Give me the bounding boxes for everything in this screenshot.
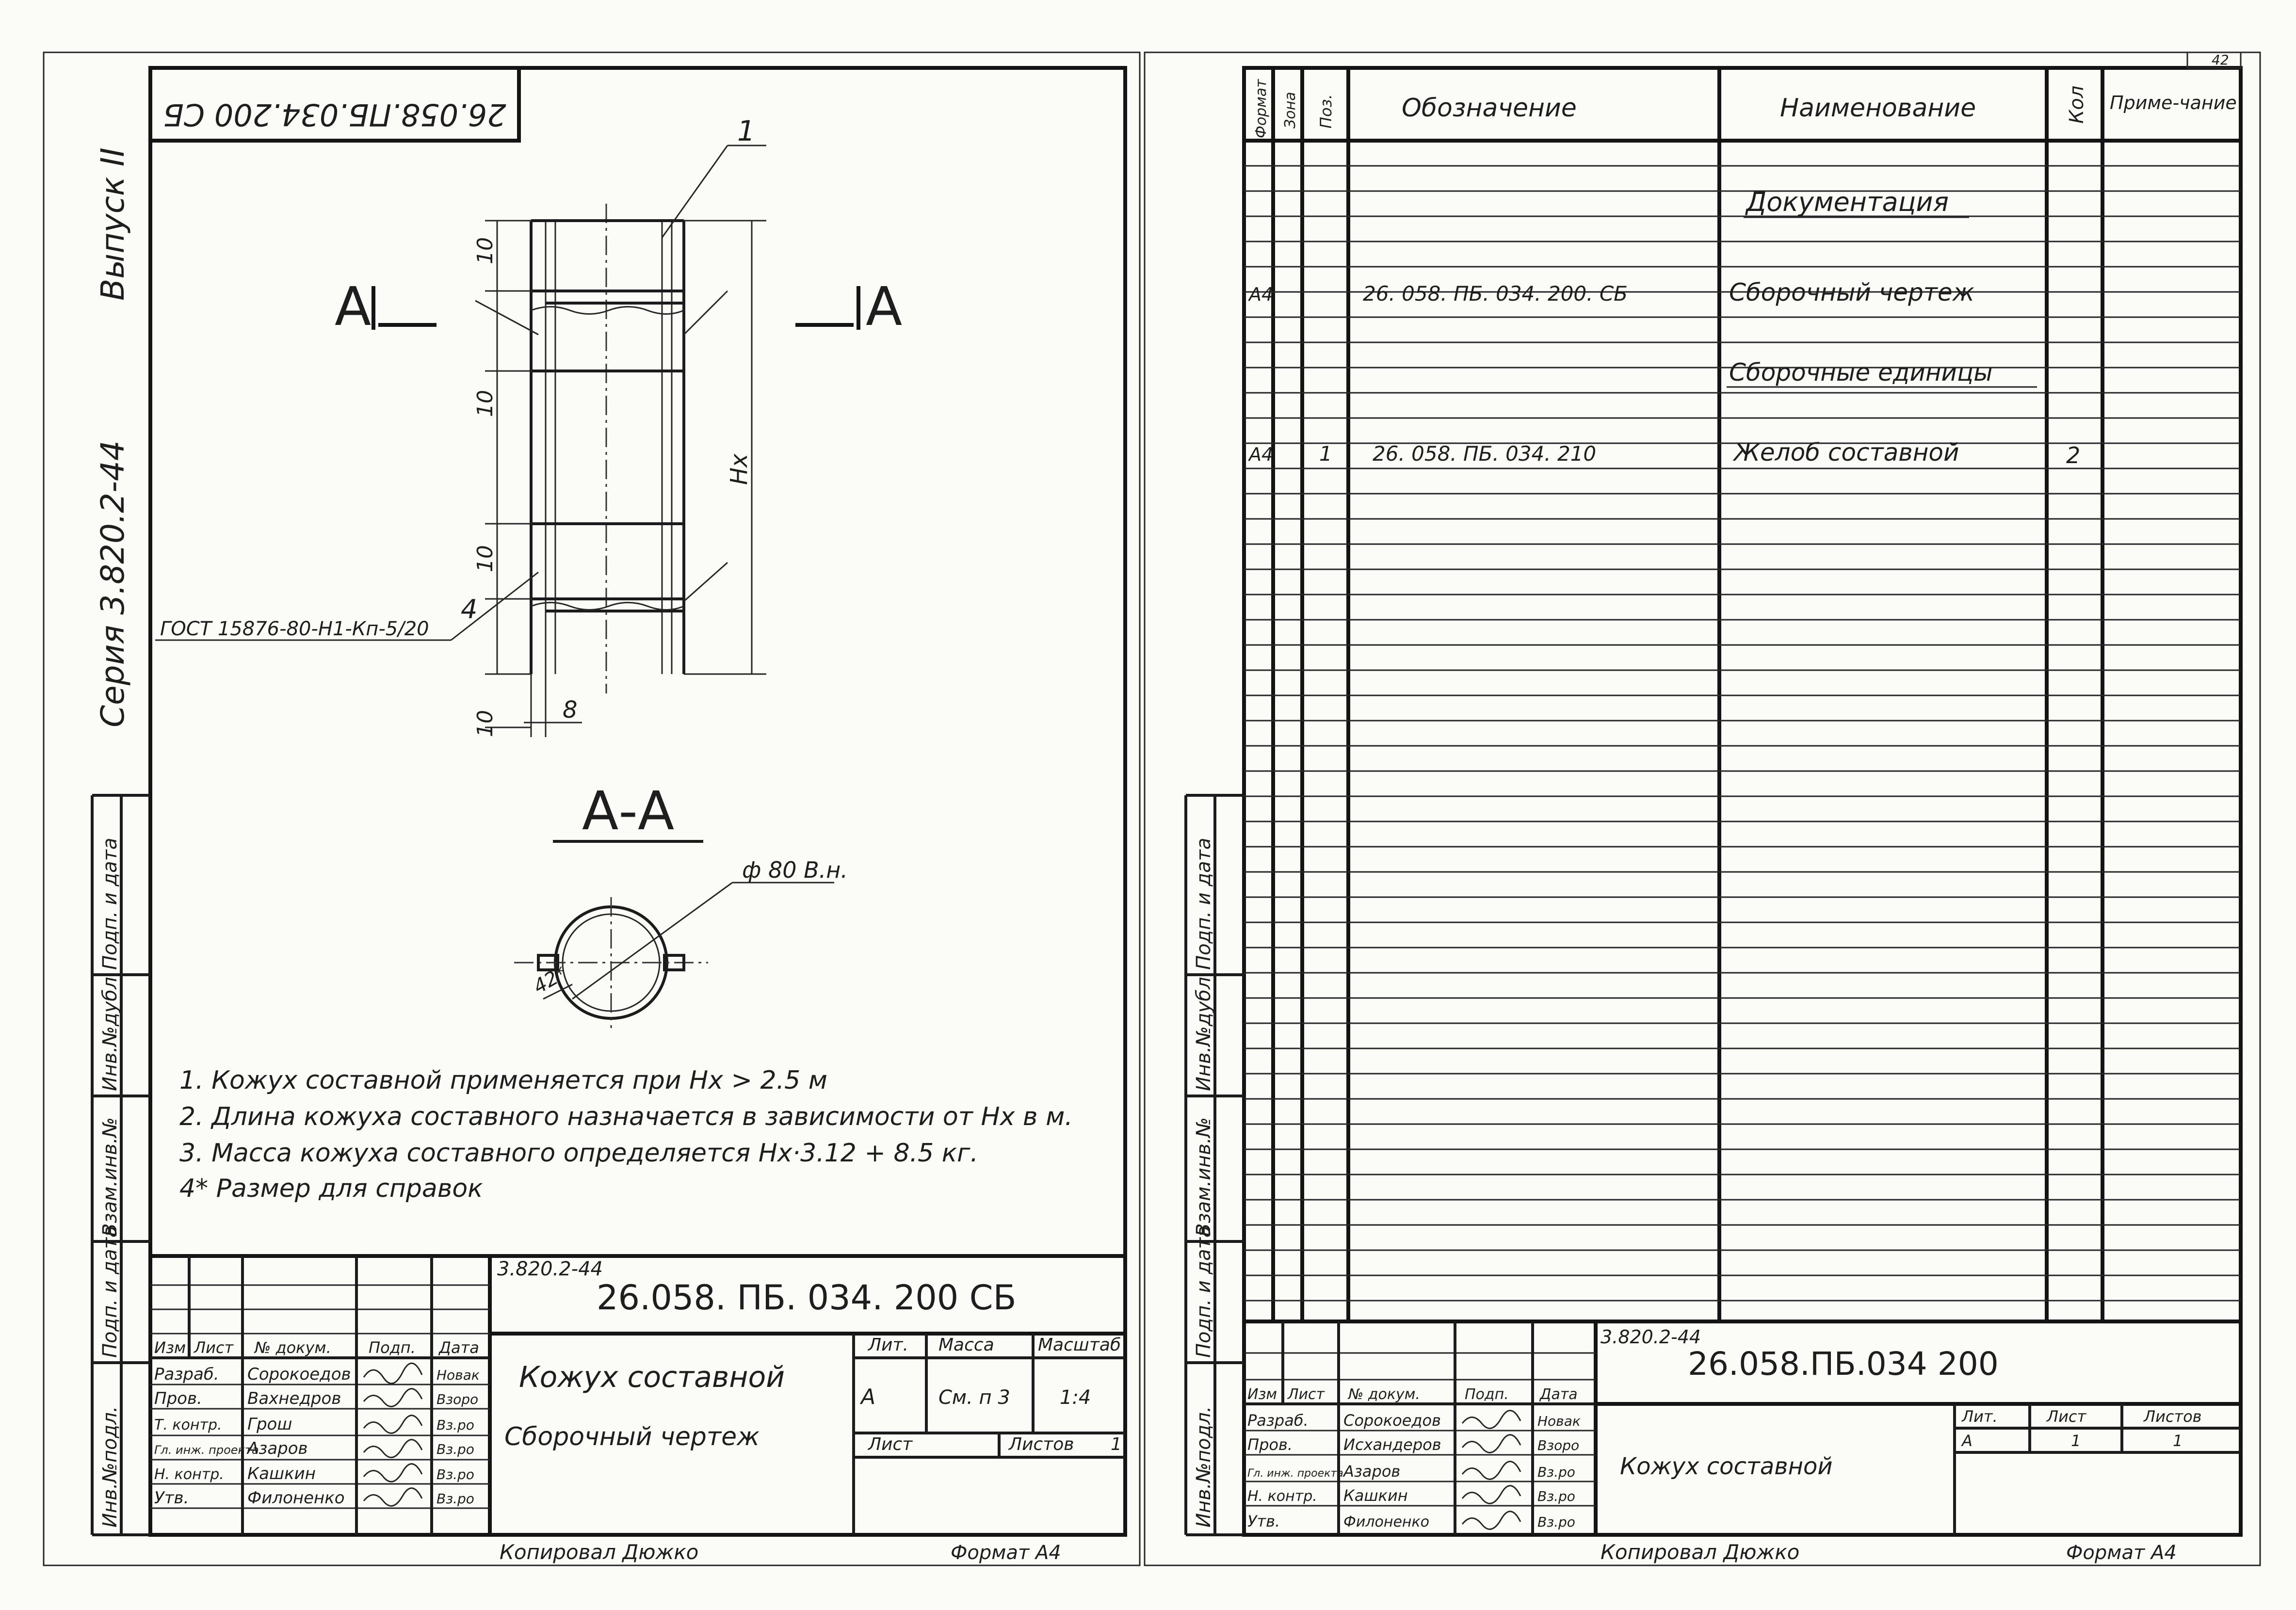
left-doc-type: Сборочный чертеж	[504, 1422, 760, 1451]
diameter-label: ф 80 В.н.	[742, 857, 848, 883]
right-footer-format: Формат А4	[2066, 1542, 2177, 1564]
scale-header: Масштаб	[1038, 1335, 1121, 1355]
r-role-4: Утв.	[1247, 1512, 1280, 1530]
header-note: Приме-чание	[2110, 92, 2237, 113]
left-series-code: 3.820.2-44	[497, 1258, 603, 1280]
section-mark-right: А	[866, 275, 903, 338]
lit-header: Лит.	[868, 1335, 908, 1355]
header-pos: Поз.	[1317, 94, 1335, 129]
r-sign-date-0: Новак	[1537, 1413, 1581, 1429]
r-role-3: Н. контр.	[1247, 1488, 1317, 1505]
shroud-elevation	[155, 145, 858, 737]
r-sheets-header: Листов	[2144, 1407, 2202, 1426]
right-sheet-trim	[1145, 52, 2260, 1565]
right-footer-copied: Копировал Дюжко	[1601, 1540, 1800, 1564]
mass-value: См. п 3	[938, 1386, 1010, 1409]
spec-row-7-qty: 2	[2066, 442, 2081, 468]
left-footer-format: Формат А4	[951, 1542, 1061, 1564]
r-rev-header-0: Изм	[1247, 1386, 1277, 1403]
r-role-2: Гл. инж. проекта	[1247, 1467, 1343, 1480]
role-2: Т. контр.	[154, 1417, 222, 1433]
r-role-0: Разраб.	[1247, 1411, 1309, 1430]
mass-header: Масса	[938, 1335, 994, 1355]
r-lit-header: Лит.	[1962, 1407, 1998, 1426]
sign-date-4: Вз.ро	[437, 1466, 474, 1482]
left-side-label-4: Подп. и дата	[99, 837, 121, 970]
header-format: Формат	[1253, 79, 1270, 138]
r-sheet-value: 1	[2071, 1432, 2081, 1450]
right-side-label-1: Подп. и дата	[1193, 1225, 1215, 1358]
sheets-label: Листов	[1009, 1434, 1074, 1454]
sheet-label: Лист	[868, 1434, 913, 1454]
r-signer-0: Сорокоедов	[1343, 1411, 1441, 1430]
dim-10-middle: 10	[473, 390, 498, 417]
lit-value: А	[861, 1385, 876, 1409]
r-rev-header-3: Подп.	[1465, 1386, 1509, 1403]
rotated-code: 26.058.ПБ.034.200 СБ	[163, 97, 506, 132]
rev-header-1: Лист	[194, 1338, 234, 1357]
label-position-4: 4	[461, 594, 478, 625]
left-sheet	[44, 52, 1140, 1565]
dim-10-lower: 10	[473, 545, 498, 572]
sign-date-2: Вз.ро	[437, 1417, 474, 1433]
right-side-label-4: Подп. и дата	[1193, 837, 1215, 970]
r-signer-3: Кашкин	[1343, 1486, 1408, 1505]
header-qty: Кол	[2066, 85, 2088, 124]
spec-row-3-name: Сборочный чертеж	[1729, 278, 1974, 306]
sheets-value: 1	[1111, 1434, 1122, 1454]
r-signer-2: Азаров	[1343, 1462, 1401, 1481]
corner-number: 42	[2212, 52, 2229, 68]
right-side-label-2: Взам.инв.№	[1193, 1117, 1215, 1237]
r-rev-header-1: Лист	[1288, 1386, 1325, 1403]
dim-hx: Нх	[726, 453, 753, 485]
left-doc-code: 26.058. ПБ. 034. 200 СБ	[597, 1278, 1017, 1318]
right-doc-code: 26.058.ПБ.034 200	[1688, 1345, 1999, 1383]
left-footer-copied: Копировал Дюжко	[500, 1540, 699, 1564]
role-5: Утв.	[154, 1488, 189, 1508]
sign-date-1: Взоро	[437, 1391, 479, 1407]
r-signer-4: Филоненко	[1343, 1513, 1430, 1530]
r-signer-1: Исхандеров	[1343, 1435, 1441, 1454]
r-sign-date-1: Взоро	[1537, 1437, 1580, 1453]
gost-label: ГОСТ 15876-80-Н1-Кп-5/20	[160, 618, 429, 640]
note-2: 2. Длина кожуха составного назначается в зависимости от Нх в м.	[179, 1102, 1073, 1131]
sign-date-3: Вз.ро	[437, 1441, 474, 1457]
rev-header-2: № докум.	[255, 1338, 331, 1357]
spec-row-7-name: Желоб составной	[1734, 438, 1959, 467]
spec-row-5	[1727, 358, 2037, 387]
sign-date-0: Новак	[437, 1367, 480, 1383]
right-series-code: 3.820.2-44	[1601, 1326, 1701, 1348]
spec-row-7-pos: 1	[1319, 442, 1332, 466]
spec-row-5-name: Сборочные единицы	[1729, 358, 1993, 386]
spec-row-7-designation: 26. 058. ПБ. 034. 210	[1373, 442, 1597, 466]
dim-10-top: 10	[473, 237, 498, 264]
spec-row-3-format: А4	[1249, 284, 1274, 305]
left-side-label-1: Подп. и дата	[99, 1225, 121, 1358]
right-sheet	[1145, 52, 2260, 1565]
r-rev-header-2: № докум.	[1348, 1386, 1420, 1403]
dim-42: 42*	[530, 962, 571, 998]
r-role-1: Пров.	[1247, 1435, 1293, 1454]
signer-2: Грош	[247, 1415, 292, 1434]
role-4: Н. контр.	[154, 1466, 224, 1483]
section-title: А-А	[582, 780, 675, 842]
spec-row-lines	[1244, 166, 2241, 1301]
r-lit-value: А	[1962, 1432, 1973, 1450]
spec-row-7-format: А4	[1249, 444, 1274, 465]
right-side-label-0: Инв.№подл.	[1193, 1406, 1215, 1528]
r-sign-date-4: Вз.ро	[1537, 1514, 1575, 1530]
header-zone: Зона	[1282, 92, 1299, 129]
signer-1: Вахнедров	[247, 1389, 341, 1408]
section-aa-drawing	[514, 883, 834, 1028]
left-item-name: Кожух составной	[519, 1360, 785, 1394]
note-4: 4* Размер для справок	[179, 1174, 483, 1203]
signer-0: Сорокоедов	[247, 1365, 351, 1384]
signer-3: Азаров	[247, 1439, 308, 1458]
left-side-label-2: Взам.инв.№	[99, 1117, 121, 1237]
scale-value: 1:4	[1060, 1386, 1091, 1409]
signer-5: Филоненко	[247, 1488, 345, 1508]
rev-header-0: Изм	[154, 1338, 186, 1357]
spec-row-1	[1744, 187, 1969, 217]
rev-header-4: Дата	[439, 1338, 479, 1357]
right-item-name: Кожух составной	[1620, 1453, 1833, 1480]
note-3: 3. Масса кожуха составного определяется Нх·3.12 + 8.5 кг.	[179, 1139, 978, 1168]
left-issue-label: Выпуск II	[94, 147, 131, 301]
spec-row-1-name: Документация	[1746, 187, 1949, 217]
right-side-label-3: Инв.№дубл.	[1193, 970, 1215, 1091]
role-1: Пров.	[154, 1389, 202, 1408]
label-position-1: 1	[737, 114, 755, 147]
r-sign-date-2: Вз.ро	[1537, 1464, 1575, 1480]
r-rev-header-4: Дата	[1540, 1386, 1578, 1403]
r-sign-date-3: Вз.ро	[1537, 1488, 1575, 1504]
dim-8: 8	[563, 696, 578, 724]
r-sheet-header: Лист	[2047, 1407, 2086, 1426]
signer-4: Кашкин	[247, 1464, 316, 1483]
header-name: Наименование	[1780, 94, 1976, 123]
role-3: Гл. инж. проекта	[154, 1443, 259, 1457]
role-0: Разраб.	[154, 1365, 219, 1384]
r-sheets-value: 1	[2173, 1432, 2183, 1450]
left-side-label-3: Инв.№дубл.	[99, 970, 121, 1091]
header-designation: Обозначение	[1402, 94, 1577, 123]
sign-date-5: Вз.ро	[437, 1491, 474, 1507]
rev-header-3: Подп.	[369, 1338, 416, 1357]
spec-row-3-designation: 26. 058. ПБ. 034. 200. СБ	[1363, 282, 1628, 306]
left-side-label-0: Инв.№подл.	[99, 1406, 121, 1528]
left-series-label: Серия 3.820.2-44	[94, 440, 131, 727]
note-1: 1. Кожух составной применяется при Нх > 2.5 м	[179, 1066, 828, 1095]
r-signatures	[1462, 1411, 1520, 1530]
section-mark-left: А	[335, 275, 372, 338]
dim-10-bottom: 10	[473, 710, 498, 737]
